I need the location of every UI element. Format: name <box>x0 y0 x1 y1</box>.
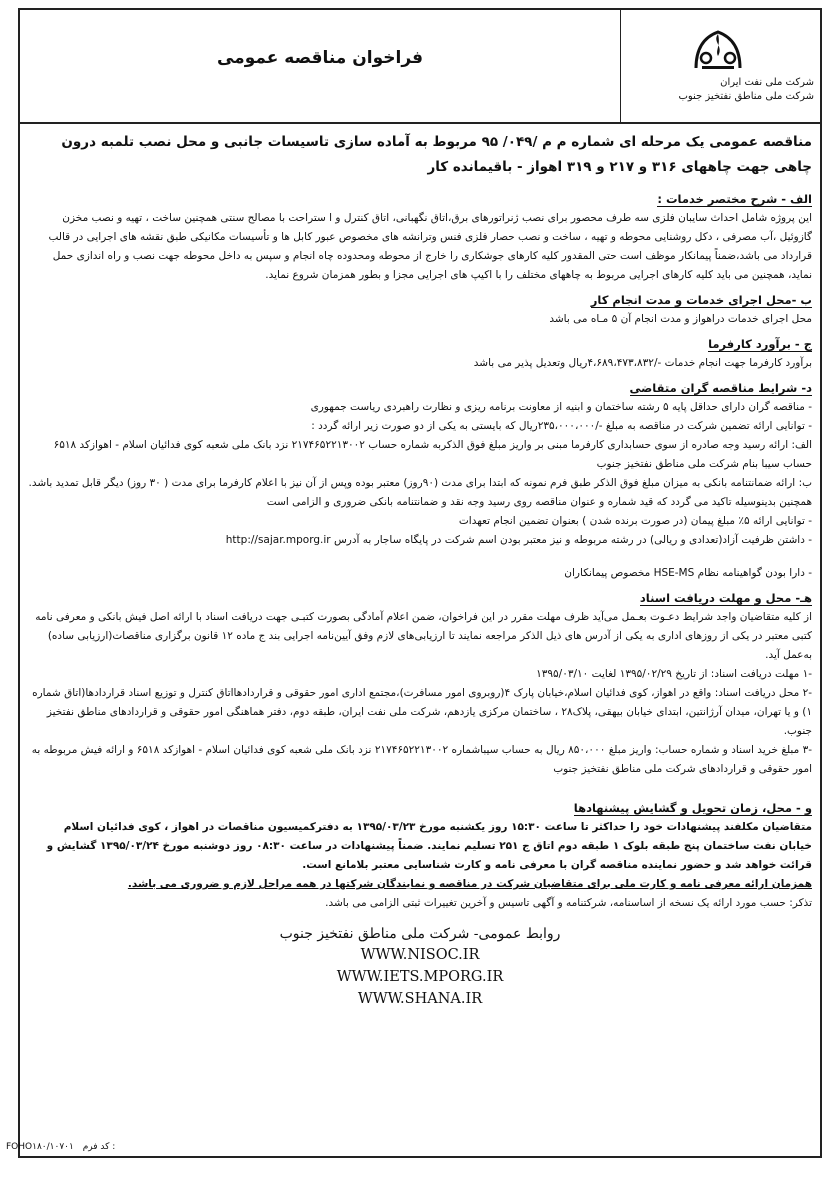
nioc-logo <box>688 24 748 72</box>
footer-block <box>28 925 812 1010</box>
section-a-paragraph-1: این پروژه شامل احداث سایبان فلزی سه طرف محصور برای نصب ژنراتورهای برق،اتاق نگهبانی، اتاق کنترل و ا ستراحت با مصالح سنتی همچنین ساخت ، تهیه و نصب مخزن <box>62 212 812 224</box>
company-line-1: شرکت ملی نفت ایران <box>720 77 814 88</box>
section-b-heading <box>28 291 812 310</box>
website-nisoc: WWW.NISOC.IR <box>360 947 480 963</box>
header-divider <box>620 10 621 122</box>
form-code-value: FOHO۱۸۰/۱۰۷۰۱ <box>6 1142 74 1152</box>
section-d-line-6: - توانایی ارائه ۵٪ مبلغ پیمان (در صورت برنده شدن ) بعنوان تضمین انجام تعهدات <box>458 515 812 527</box>
document-page <box>18 8 822 1158</box>
page-title: فراخوان مناقصه عمومی <box>216 48 424 68</box>
section-h-heading-text: هـ- محل و مهلت دریافت اسناد <box>639 591 812 605</box>
section-d-line-8: - دارا بودن گواهینامه نظام HSE-MS مخصوص پیمانکاران <box>564 567 812 579</box>
section-v-heading-text: و - محل، زمان تحویل و گشایش پیشنهادها <box>573 801 812 815</box>
form-code-label: کد فرم : <box>82 1142 116 1152</box>
section-a-paragraph-2: گازوئیل ،آب مصرفی ، دکل روشنایی محوطه و تهیه ، ساخت و نصب حصار فلزی فنس وترانشه های مخصوص عبور کابل ها و تأسیسات مکانیکی طبق نقشه های اجرایی در قالب قرارداد می باشد،ضمناً پیمانکار موظف است حتی المقدور کلیه کارهای جوشکاری را خارج از محوطه ومحدوده چاه انجام و سپس به داخل محوطه جهت نصب و راه اندازی حمل نماید، همچنین می باید کلیه کارهای اجرایی مربوط به چاههای مختلف را با اکیپ های اجرایی مجزا و بطور همزمان شروع نماید. <box>48 231 812 281</box>
section-d-line-1: - مناقصه گران دارای حداقل پایه ۵ رشته ساختمان و ابنیه از معاونت برنامه ریزی و نظارت راهبردی ریاست جمهوری <box>310 401 812 413</box>
section-d-heading <box>28 379 812 398</box>
section-h-paragraph-1: از کلیه متقاضیان واجد شرایط دعـوت بعـمل می‌آید ظرف مهلت مقرر در این فراخوان، ضمن اعلام آمادگی بصورت کتبـی جهت دریافت اسناد با ارائه اصل فیش بانکی و معرفی نامه کتبی معتبر در یکی از روزهای اداری به یکی از آدرس های ذیل الذکر مراجعه نمایند تا ارزیابی‌های لازم وفق آیین‌نامه اجرایی بند ج ماده ۱۲ قانون برگزاری مناقصات(ارزیابی ساده) به‌عمل آید. <box>35 611 812 661</box>
company-name <box>626 76 814 104</box>
public-relations-line: روابط عمومی- شرکت ملی مناطق نفتخیز جنوب <box>279 926 561 942</box>
section-c-heading-text: ج - برآورد کارفرما <box>708 337 812 351</box>
section-v-note: تذکر: حسب مورد ارائه یک نسخه از اساسنامه، شرکتنامه و آگهی تاسیس و آخرین تغییرات ثبتی الزامی می باشد. <box>325 897 812 909</box>
website-iets: WWW.IETS.MPORG.IR <box>336 969 504 985</box>
document-body <box>28 130 812 1010</box>
section-a-heading <box>28 190 812 209</box>
spacer <box>28 550 812 564</box>
form-code <box>6 1142 121 1152</box>
section-v-heading <box>28 799 812 818</box>
section-d-line-7 <box>28 531 812 550</box>
section-a-heading-text: الف - شرح مختصر خدمات : <box>657 192 812 206</box>
spacer <box>28 779 812 793</box>
section-h-heading <box>28 589 812 608</box>
tender-subject: مناقصه عمومی یک مرحله ای شماره م م /۰۴۹/ ۹۵ مربوط به آماده سازی تاسیسات جانبی و محل نصب تلمبه درون چاهی جهت چاههای ۳۱۶ و ۲۱۷ و ۳۱۹ اهواز - باقیمانده کار <box>61 134 812 175</box>
section-d-line-4: ب: ارائه ضمانتنامه بانکی به میزان مبلغ فوق الذکر طبق فرم نمونه که ابتدا برای مدت (۹۰روز) معتبر بوده وپس از آن نیز با اعلام کارفرما برای مدت ( ۳۰ روز) دیگر قابل تمدید باشد. <box>28 477 812 489</box>
section-d-line-3: الف: ارائه رسید وجه صادره از سوی حسابداری کارفرما مبنی بر واریز مبلغ فوق الذکربه شماره حساب ۲۱۷۴۶۵۲۲۱۳۰۰۲ نزد بانک ملی شعبه کوی فدائیان اسلام - اهوازکد ۶۵۱۸ حساب سیبا بنام شرکت ملی مناطق نفتخیز جنوب <box>53 439 812 470</box>
document-header <box>20 10 820 124</box>
section-h-paragraph-3: -۲ محل دریافت اسناد: واقع در اهواز، کوی فدائیان اسلام،خیابان پارک ۴(روبروی امور مسافرت)،مجتمع اداری امور حقوقی و قراردادهااتاق کنترل و توزیع اسناد قراردادها(اتاق شماره ۱) و یا تهران، میدان آرژانتین، ابتدای خیابان بیهقی، پلاک۲۸ ، ساختمان مرکزی یازدهم، شرکت ملی نفت ایران، طبقه دوم، دفتر هماهنگی امور حقوقی و قراردادهای مناطق نفتخیز جنوب. <box>32 687 812 737</box>
section-b-heading-text: ب -محل اجرای خدمات و مدت انجام کار <box>590 293 812 307</box>
section-d-line-7-text: - داشتن ظرفیت آزاد(تعدادی و ریالی) در رشته مربوطه و نیز معتبر بودن اسم شرکت در پایگاه ساجار به آدرس <box>333 534 812 546</box>
company-line-2: شرکت ملی مناطق نفتخیز جنوب <box>678 91 814 102</box>
section-v-paragraph-1: متقاضیان مکلفند پیشنهادات خود را حداکثر تا ساعت ۱۵:۳۰ روز یکشنبه مورخ ۱۳۹۵/۰۳/۲۳ به دفترکمیسیون مناقصات در اهواز ، کوی فدائیان اسلام خیابان نفت ساختمان پنج طبقه بلوک ۱ طبقه دوم اتاق ج ۲۵۱ تسلیم نمایند. ضمناً پیشنهادات در ساعت ۰۸:۳۰ روز دوشنبه مورخ ۱۳۹۵/۰۳/۲۴ گشایش و قرائت خواهد شد و حضور نماینده مناقصه گران با معرفی نامه و کارت شناسایی معتبر بلامانع است. <box>46 821 812 871</box>
section-c-text: برآورد کارفرما جهت انجام خدمات -/۴،۶۸۹،۴۷۳،۸۳۲ریال وتعدیل پذیر می باشد <box>473 357 812 369</box>
section-d-heading-text: د- شرایط مناقصه گران متقاضی <box>629 381 812 395</box>
website-shana: WWW.SHANA.IR <box>357 991 483 1007</box>
section-c-heading <box>28 335 812 354</box>
section-b-text: محل اجرای خدمات دراهواز و مدت انجام آن ۵ مـاه می باشد <box>549 313 812 325</box>
section-h-paragraph-2: -۱ مهلت دریافت اسناد: از تاریخ ۱۳۹۵/۰۲/۲۹ لغایت ۱۳۹۵/۰۳/۱۰ <box>536 668 812 680</box>
section-v-paragraph-2: همزمان ارائه معرفی نامه و کارت ملی برای متقاضیان شرکت در مناقصه و نمایندگان شرکتها در همه مراحل لازم و ضروری می باشد. <box>127 878 812 890</box>
section-h-paragraph-4: -۳ مبلغ خرید اسناد و شماره حساب: واریز مبلغ ۸۵۰،۰۰۰ ریال به حساب سیباشماره ۲۱۷۴۶۵۲۲۱۳۰۰۲ نزد بانک ملی شعبه کوی فدائیان اسلام - اهوازکد ۶۵۱۸ و ارائه فیش مربوطه به امور حقوقی و قراردادهای شرکت ملی مناطق نفتخیز جنوب <box>31 744 812 775</box>
section-d-line-5: همچنین بدینوسیله تاکید می گردد که قید شماره و عنوان مناقصه روی رسید وجه نقد و ضمانتنامه بانکی ضروری و الزامی است <box>266 496 812 508</box>
sajar-url: http://sajar.mporg.ir <box>225 534 331 546</box>
section-d-line-2: - توانایی ارائه تضمین شرکت در مناقصه به مبلغ -/۲۳۵،۰۰۰،۰۰۰ریال که بایستی به یکی از دو صورت زیر ارائه گردد : <box>311 420 812 432</box>
